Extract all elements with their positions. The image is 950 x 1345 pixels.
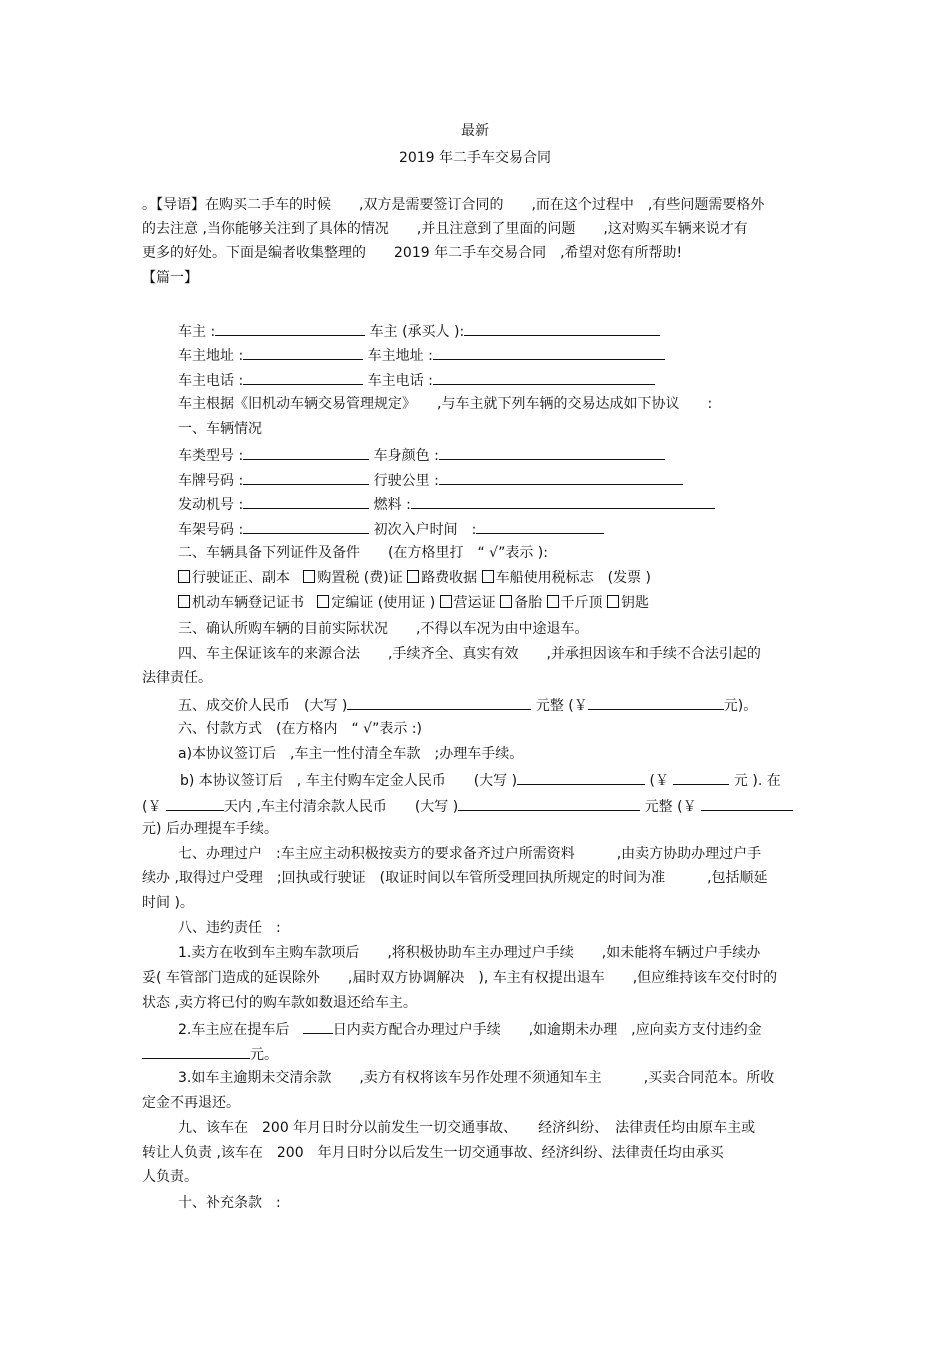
clause-6: 六、付款方式 (在方格内 “ √”表示 :) bbox=[178, 721, 422, 737]
vehicle-frame-row: 车架号码 : 初次入户时间 : bbox=[178, 519, 604, 539]
checkbox[interactable] bbox=[607, 595, 619, 608]
clause-6a: a)本协议签订后 ,车主一性付清全车款 ;办理车手续。 bbox=[178, 746, 524, 762]
clause-8-1-line-3: 状态 ,卖方将已付的购车款如数退还给车主。 bbox=[142, 995, 417, 1011]
clause-4-line-1: 四、车主保证该车的来源合法 ,手续齐全、真实有效 ,并承担因该车和手续不合法引起的 bbox=[178, 646, 761, 662]
checkbox[interactable] bbox=[547, 595, 559, 608]
checkbox[interactable] bbox=[482, 570, 494, 583]
clause-6b-line-3: 元) 后办理提车手续。 bbox=[142, 821, 278, 837]
clause-8: 八、违约责任 : bbox=[178, 920, 281, 936]
clause-7-line-2: 续办 ,取得过户受理 ;回执或行驶证 (取证时间以车管所受理回执所规定的时间为准 ,包括顺延 bbox=[142, 870, 768, 886]
clause-8-3-line-2: 定金不再退还。 bbox=[142, 1095, 240, 1111]
clause-6b-line-2: (￥ 天内 ,车主付清余款人民币 (大写 ) 元整 (￥ bbox=[142, 796, 793, 816]
phone-field: 车主电话 : 车主电话 : bbox=[178, 370, 655, 390]
clause-8-2-line-1: 2.车主应在提车后 日内卖方配合办理过户手续 ,如逾期未办理 ,应向卖方支付违约金 bbox=[178, 1019, 762, 1039]
checkbox[interactable] bbox=[440, 595, 452, 608]
clause-9-line-3: 人负责。 bbox=[142, 1169, 198, 1185]
clause-3: 三、确认所购车辆的目前实际状况 ,不得以车况为由中途退车。 bbox=[178, 621, 589, 637]
documents-row-1: 行驶证正、副本 购置税 (费)证 路费收据 车船使用税标志 (发票 ) bbox=[178, 569, 651, 587]
documents-row-2: 机动车辆登记证书 定编证 (使用证 ) 营运证 备胎 千斤顶 钥匙 bbox=[178, 594, 649, 612]
clause-7-line-1: 七、办理过户 :车主应主动积极按卖方的要求备齐过户所需资料 ,由卖方协助办理过户手 bbox=[178, 846, 762, 862]
clause-8-1-line-1: 1.卖方在收到车主购车款项后 ,将积极协助车主办理过户手续 ,如未能将车辆过户手续办 bbox=[178, 945, 761, 961]
address-field: 车主地址 : 车主地址 : bbox=[178, 345, 665, 365]
clause-5: 五、成交价人民币 (大写 ) 元整 (￥ 元)。 bbox=[178, 695, 757, 715]
header-top: 最新 bbox=[461, 123, 489, 139]
section-heading: 【篇一】 bbox=[142, 270, 198, 286]
checkbox[interactable] bbox=[178, 570, 190, 583]
clause-8-1-line-2: 妥( 车管部门造成的延误除外 ,届时双方协调解决 ), 车主有权提出退车 ,但应维持该车交付时的 bbox=[142, 970, 778, 986]
clause-9-line-1: 九、该车在 200 年月日时分以前发生一切交通事故、 经济纠纷、 法律责任均由原车主或 bbox=[178, 1120, 756, 1136]
owner-field: 车主 : 车主 (承买人 ): bbox=[178, 321, 660, 341]
vehicle-engine-row: 发动机号 : 燃料 : bbox=[178, 494, 715, 514]
clause-8-3-line-1: 3.如车主逾期未交清余款 ,卖方有权将该车另作处理不须通知车主 ,买卖合同范本。所收 bbox=[178, 1070, 775, 1086]
agreement-basis: 车主根据《旧机动车辆交易管理规定》 ,与车主就下列车辆的交易达成如下协议 : bbox=[178, 396, 713, 412]
clause-7-line-3: 时间 )。 bbox=[142, 895, 194, 911]
checkbox[interactable] bbox=[317, 595, 329, 608]
clause-8-2-line-2: 元。 bbox=[142, 1044, 278, 1064]
intro-line-2: 的去注意 ,当你能够关注到了具体的情况 ,并且注意到了里面的问题 ,这对购买车辆来说才有 bbox=[142, 221, 748, 237]
clause-9-line-2: 转让人负责 ,该车在 200 年月日时分以后发生一切交通事故、经济纠纷、法律责任均由承买 bbox=[142, 1145, 724, 1161]
checkbox[interactable] bbox=[407, 570, 419, 583]
documents-heading: 二、车辆具备下列证件及备件 (在方格里打 “ √”表示 ): bbox=[178, 545, 548, 561]
vehicle-type-row: 车类型号 : 车身颜色 : bbox=[178, 445, 665, 465]
clause-4-line-2: 法律责任。 bbox=[142, 670, 212, 686]
vehicle-heading: 一、车辆情况 bbox=[178, 421, 262, 437]
checkbox[interactable] bbox=[500, 595, 512, 608]
vehicle-plate-row: 车牌号码 : 行驶公里 : bbox=[178, 470, 683, 490]
clause-10: 十、补充条款 : bbox=[178, 1195, 281, 1211]
intro-line-1: 。【导语】在购买二手车的时候 ,双方是需要签订合同的 ,而在这个过程中 ,有些问题需要格外 bbox=[142, 197, 765, 213]
page-title: 2019 年二手车交易合同 bbox=[398, 150, 552, 166]
checkbox[interactable] bbox=[303, 570, 315, 583]
intro-line-3: 更多的好处。下面是编者收集整理的 2019 年二手车交易合同 ,希望对您有所帮助! bbox=[142, 245, 683, 261]
clause-6b-line-1: b) 本协议签订后 , 车主付购车定金人民币 (大写 ) (￥ 元 ). 在 bbox=[180, 770, 781, 790]
checkbox[interactable] bbox=[178, 595, 190, 608]
